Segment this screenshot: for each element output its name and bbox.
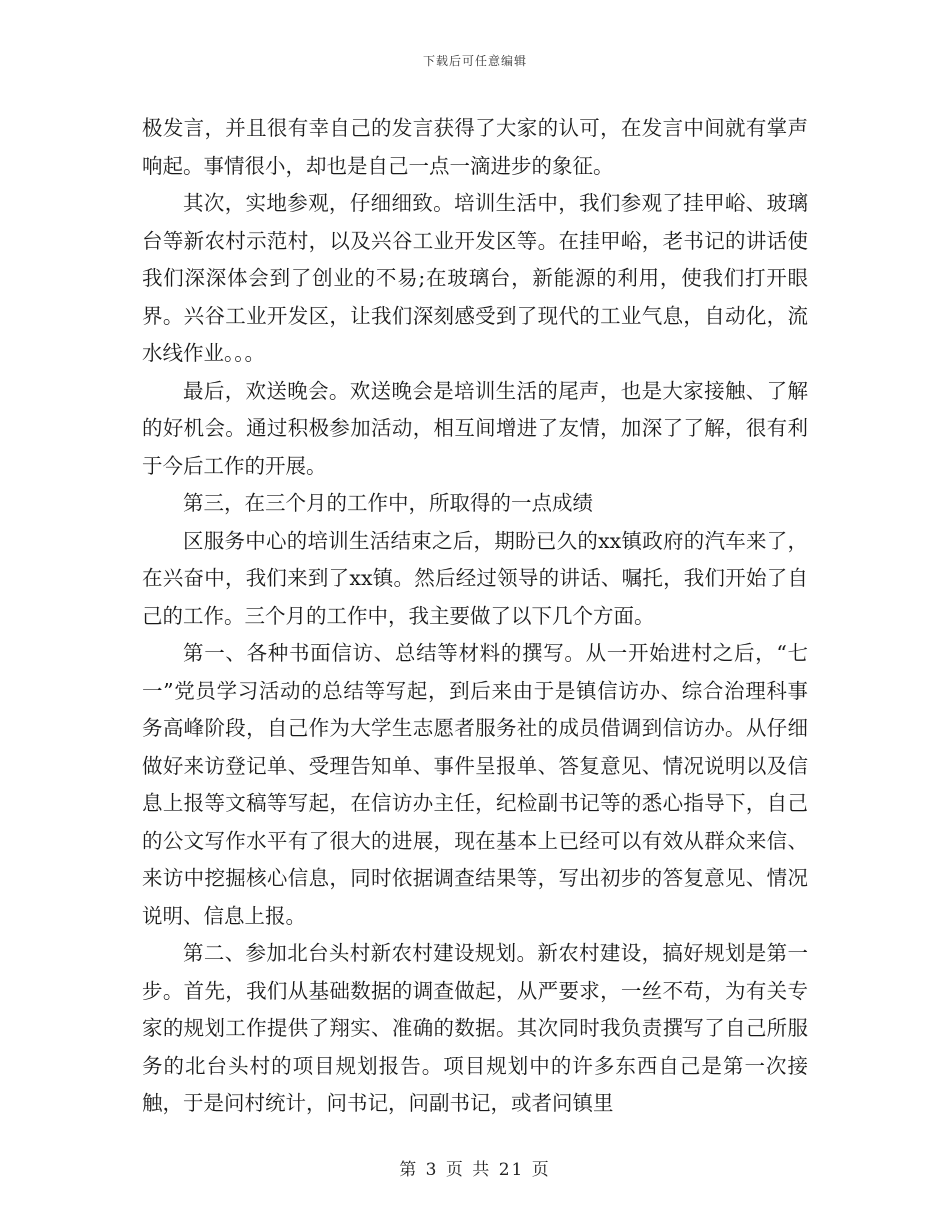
paragraph: 第一、各种书面信访、总结等材料的撰写。从一开始进村之后，“七一”党员学习活动的总结等写起，到后来由于是镇信访办、综合治理科事务高峰阶段，自己作为大学生志愿者服务社的成员借调到信访办。从仔细做好来访登记单、受理告知单、事件呈报单、答复意见、情况说明以及信息上报等文稿等写起，在信访办主任，纪检副书记等的悉心指导下，自己的公文写作水平有了很大的进展，现在基本上已经可以有效从群众来信、来访中挖掘核心信息，同时依据调查结果等，写出初步的答复意见、情况说明、信息上报。: [142, 641, 808, 928]
paragraph: 最后，欢送晚会。欢送晚会是培训生活的尾声，也是大家接触、了解的好机会。通过积极参加活动，相互间增进了友情，加深了了解，很有利于今后工作的开展。: [142, 378, 808, 478]
page-header: 下载后可任意编辑: [422, 54, 527, 68]
paragraph: 第二、参加北台头村新农村建设规划。新农村建设，搞好规划是第一步。首先，我们从基础数据的调查做起，从严要求，一丝不苟，为有关专家的规划工作提供了翔实、准确的数据。其次同时我负责撰写了自己所服务的北台头村的项目规划报告。项目规划中的许多东西自己是第一次接触，于是问村统计，问书记，问副书记，或者问镇里: [142, 941, 808, 1115]
section-heading: 第三，在三个月的工作中，所取得的一点成绩: [183, 491, 593, 515]
paragraph: 极发言，并且很有幸自己的发言获得了大家的认可，在发言中间就有掌声响起。事情很小，却也是自己一点一滴进步的象征。: [142, 116, 808, 178]
page-footer: 第 3 页 共 21 页: [399, 1160, 551, 1180]
body-text: [142, 110, 808, 1123]
paragraph: 其次，实地参观，仔细细致。培训生活中，我们参观了挂甲峪、玻璃台等新农村示范村，以及兴谷工业开发区等。在挂甲峪，老书记的讲话使我们深深体会到了创业的不易;在玻璃台，新能源的利用，使我们打开眼界。兴谷工业开发区，让我们深刻感受到了现代的工业气息，自动化，流水线作业。。。: [142, 191, 808, 365]
paragraph: 区服务中心的培训生活结束之后，期盼已久的xx镇政府的汽车来了，在兴奋中，我们来到了xx镇。然后经过领导的讲话、嘱托，我们开始了自己的工作。三个月的工作中，我主要做了以下几个方面。: [142, 528, 808, 628]
